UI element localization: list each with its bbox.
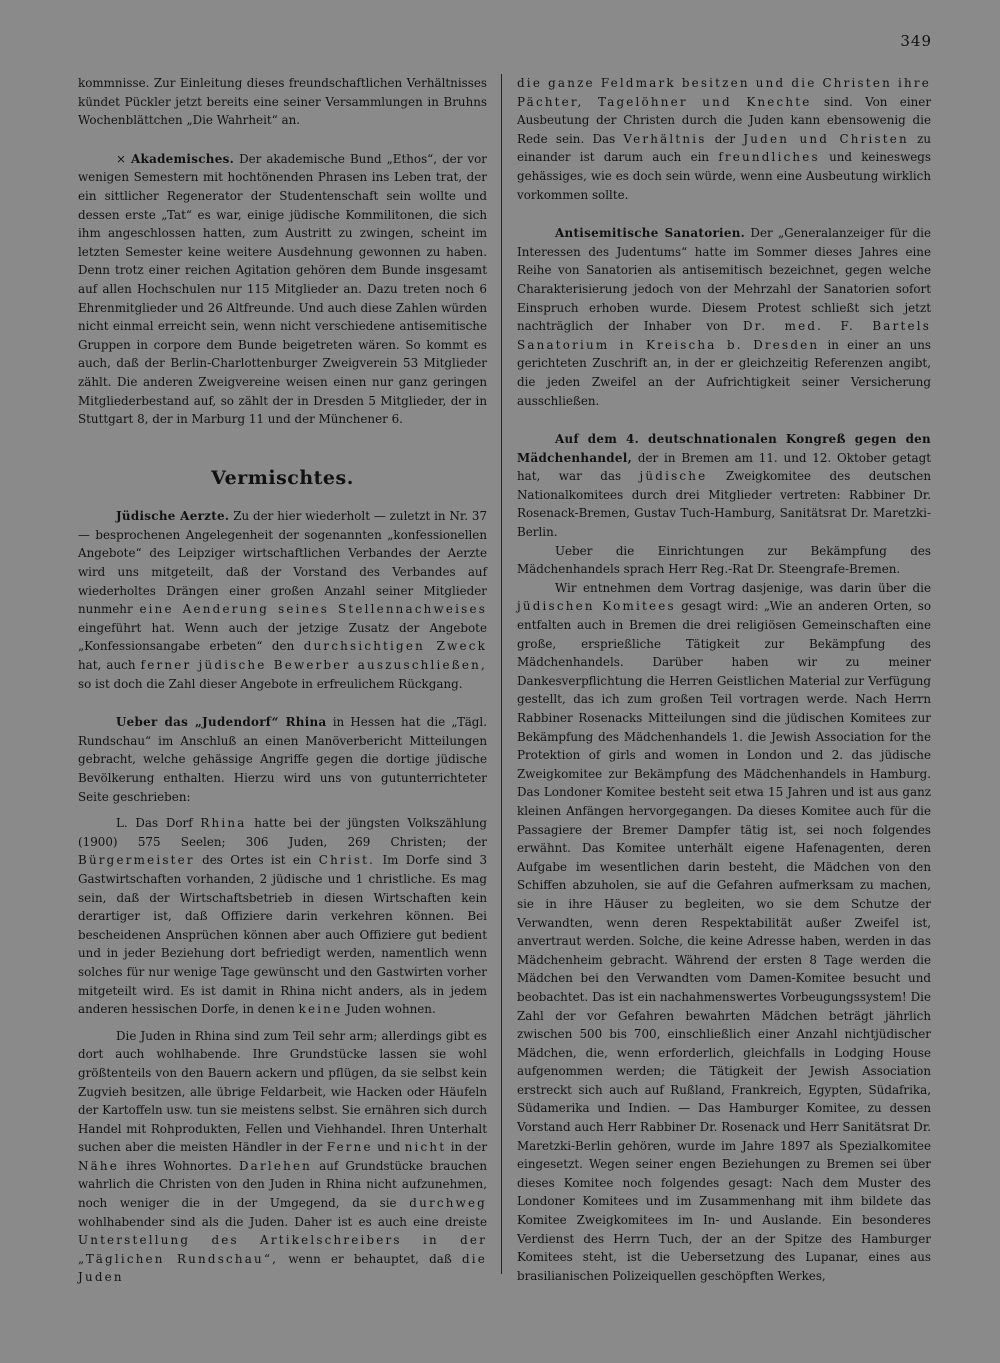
text-segment: L. Das Dorf [116, 816, 193, 831]
text-segment: in Hessen hat die „Tägl. Rundschau“ im Anschluß an einen Manöverbericht Mitteilungen gebracht, welche gehässige Angriffe gegen die dortige jüdische Bevölkerung enthalten. Hierzu wird uns von gutunterrichteter Seite geschrieben: [78, 715, 487, 804]
text-segment: hatte bei der jüngsten Volkszählung (1900) 575 Seelen; 306 Juden, 269 Christen; der [78, 816, 488, 849]
headline-juedische-aerzte: Jüdische Aerzte. [116, 509, 230, 524]
text-segment: gesagt wird: „Wie an anderen Orten, so entfalten auch in Bremen die drei religiösen Gemeinschaften eine große, ersprießliche Tätigkeit zur Bekämpfung des Mädchenhandels. Darüber haben wir zu meiner Dankesverpflichtung die Herren Geistlichen Material zur Verfügung gestellt, das ich zum großen Teil vortragen werde. Nach Herrn Rabbiner Rosenacks Mitteilungen sind die jüdischen Komitees zur Bekämpfung des Mädchenhandels 1. die Jewish Association for the Protektion of girls and women in London und 2. das jüdische Zweigkomitee zur Bekämpfung des Mädchenhandels in Hamburg. Das Londoner Komitee besteht seit etwa 15 Jahren und ist aus ganz kleinen Anfängen hervorgegangen. Da dieses Komitee auch für die Passagiere der Bremer Dampfer tätig ist, sei noch folgendes erwähnt. Das Komitee unterhält eigene Hafenagenten, deren Aufgabe im wesentlichen darin besteht, die Mädchen von den Schiffen abzuholen, sie auf die Gefahren aufmerksam zu machen, sie in ihre Häuser zu begleiten, wo sie dem Schutze der Verwandten, wenn deren Respektabilität außer Zweifel ist, anvertraut werden. Solche, die keine Adresse haben, werden in das Mädchenheim gebracht. Während der ersten 8 Tage werden die Mädchen bei den Verwandten vom Damen-Komitee besucht und beobachtet. Das ist ein nachahmenswertes Vorbeugungssystem! Die Zahl der vor Gefahren bewahrten Mädchen beträgt jährlich zwischen 500 bis 700, einschließlich einer Anzahl nichtjüdischer Mädchen, die, wenn erforderlich, gleichfalls in Lodging House aufgenommen werden; die Tätigkeit der Jewish Association erstreckt sich auch auf Rußland, Frankreich, Egypten, Südafrika, Südamerika und Indien. — Das Hamburger Komitee, zu dessen Vorstand auch Herr Rabbiner Dr. Rosenack und Herr Sanitätsrat Dr. Maretzki-Berlin gehören, wurde im Jahre 1897 als Spezialkomitee eingesetzt. Wegen seiner engen Beziehungen zu Bremen sei über dieses Komitee noch folgendes gesagt: Nach dem Muster des Londoner Komitees und im Zusammenhang mit ihm bildete das Komitee Zweigkomitees im In- und Auslande. Ein besonderes Verdienst des Herrn Tuch, der an der Spitze des Hamburger Komitees steht, ist die Uebersetzung des Lupanar, eines aus brasilianischen Polizeiquellen geschöpften Werkes, [517, 599, 932, 1283]
paragraph-rhina-dorf [78, 814, 487, 1019]
spaced-text: Bürgermeister [78, 853, 195, 868]
paragraph-einrichtungen: Ueber die Einrichtungen zur Bekämpfung des Mädchenhandels sprach Herr Reg.-Rat Dr. Steengrafe-Bremen. [517, 543, 931, 577]
text-segment: hat, auch [78, 658, 136, 673]
text-akademisches: Der akademische Bund „Ethos“, der vor wenigen Semestern mit hochtönenden Phrasen ins Leben trat, der ein sittlicher Regenerator der Studentenschaft sein wollte und dessen erste „Tat“ es war, einige jüdische Kommilitonen, die sich ihm angeschlossen hatten, zum Austritt zu zwingen, scheint im letzten Semester keine weitere Ausdehnung gewonnen zu haben. Denn trotz einer reichen Agitation gehören dem Bunde insgesamt auf allen Hochschulen nur 115 Mitglieder an. Dazu treten noch 6 Ehrenmitglieder und 26 Altfreunde. Und auch diese Zahlen würden nicht einmal erreicht sein, wenn nicht verschiedene antisemitische Gruppen in corpore dem Bunde beigetreten wären. So kommt es auch, daß der Berlin-Charlottenburger Zweigverein 53 Mitglieder zählt. Die anderen Zweigvereine weisen einen nur ganz geringen Mitgliederbestand auf, so zählt der in Dresden 5 Mitglieder, der in Stuttgart 8, der in Marburg 11 und der Münchener 6. [78, 151, 487, 427]
text-segment: Wir entnehmen dem Vortrag dasjenige, was darin über die [555, 580, 931, 595]
paragraph-juedische-aerzte [78, 507, 487, 693]
text-segment: zu einander ist darum auch ein [517, 131, 932, 165]
spaced-text: Nähe [78, 1158, 119, 1173]
text-segment: wenn er behauptet, daß [288, 1251, 452, 1266]
spaced-text: die ganze Feldmark besitzen und die Christen ihre Pächter, Tagelöhner und Knechte [517, 76, 931, 109]
text-segment: wohlhabender sind als die Juden. Daher ist es auch eine dreiste [78, 1214, 487, 1229]
paragraph-akademisches [78, 150, 487, 429]
spaced-text: Juden und Christen [743, 131, 909, 146]
spaced-text: keine [298, 1002, 343, 1017]
spaced-text: Christ. [318, 853, 376, 868]
text-segment: auf Grundstücke brauchen wahrlich die Christen von den Juden in Rhina nicht aufzunehmen, noch weniger die in der Umgegend, da sie [78, 1158, 488, 1211]
page-number: 349 [900, 32, 932, 50]
headline-akademisches: Akademisches. [131, 151, 235, 166]
text-segment: Zu der hier wiederholt — zuletzt in Nr. 37 — besprochenen Angelegenheit der sogenannten „konfessionellen Angebote“ des Leipziger wirtschaftlichen Verbandes der Aerzte wird uns mitgeteilt, daß der Vorstand des Verbandes auf wiederholtes Drängen einer großen Anzahl seiner Mitglieder nunmehr [78, 509, 488, 617]
column-divider [501, 74, 502, 1274]
text-segment: in einer an uns gerichteten Zuschrift an, in der er gleichzeitig Referenzen angibt, die jeden Zweifel an der Aufrichtigkeit seiner Versicherung ausschließen. [517, 337, 932, 408]
text-segment: Der „Generalanzeiger für die Interessen des Judentums“ hatte im Sommer dieses Jahres eine Reihe von Sanatorien als antisemitisch bezeichnet, gegen welche Charakterisierung jedoch von der Mehrzahl der Sanatorien sofort Einspruch erhoben wurde. Diesem Protest schließt sich jetzt nachträglich der Inhaber von [517, 226, 931, 334]
paragraph-judendorf [78, 713, 487, 806]
left-column [78, 74, 487, 1287]
spaced-text: ferner jüdische Bewerber auszuschließen, [140, 658, 487, 673]
text-segment: Im Dorfe sind 3 Gastwirtschaften vorhanden, 2 jüdische und 1 christliche. Es mag sein, daß der Wirtschaftsbetrieb in diesen Wirtschaften kein derartiger ist, daß Offiziere darin verkehren können. Bei bescheidenen Ansprüchen können aber auch Offiziere gut bedient und in jeder Beziehung dort befriedigt werden, namentlich wenn solches für nur wenige Tage gewünscht und den Gastwirten vorher mitgeteilt wird. Es ist damit in Rhina nicht anders, als in jedem anderen hessischen Dorfe, in denen [78, 853, 488, 1017]
spaced-text: durchsichtigen Zweck [303, 639, 487, 654]
right-column [517, 74, 931, 1285]
section-heading: Vermischtes. [211, 466, 354, 489]
spaced-text: durchweg [409, 1196, 487, 1211]
spaced-text: jüdischen Komitees [517, 599, 676, 614]
spaced-text: die Juden [78, 1251, 488, 1285]
paragraph-continuation [517, 74, 931, 204]
headline-sanatorien: Antisemitische Sanatorien. [555, 226, 746, 241]
text-segment: der [714, 131, 736, 146]
spaced-text: Rhina [200, 816, 247, 831]
text-segment: Die Juden in Rhina sind zum Teil sehr arm; allerdings gibt es dort auch wohlhabende. Ihre Grundstücke lassen sie wohl größtenteils von den Bauern ackern und pflügen, da sie selbst kein Zugvieh besitzen, alle übrige Feldarbeit, wie Hacken oder Häufeln der Kartoffeln usw. tun sie meistens selbst. Sie ernähren sich durch Handel mit Rohprodukten, Fellen und Viehhandel. Ihren Unterhalt suchen aber die meisten Händler in der [78, 1028, 488, 1155]
text-segment: Juden wohnen. [346, 1002, 436, 1017]
text-segment: und [377, 1140, 401, 1155]
paragraph-sanatorien [517, 224, 931, 410]
paragraph-kongress [517, 430, 931, 542]
text-segment: Zweigkomitee des deutschen Nationalkomitees durch drei Mitglieder vertreten: Rabbiner Dr. Rosenack-Bremen, Gustav Tuch-Hamburg, Sanitätsrat Dr. Maretzki-Berlin. [517, 469, 931, 540]
spaced-text: freundliches [718, 150, 820, 165]
text-segment: des Ortes ist ein [202, 853, 312, 868]
headline-kongress: Auf dem 4. deutschnationalen Kongreß gegen den Mädchenhandel, [517, 432, 931, 465]
spaced-text: Ferne [326, 1140, 373, 1155]
text-segment: und keineswegs gehässiges, wie es doch sein würde, wenn eine Ausbeutung wirklich vorkommen sollte. [517, 150, 931, 202]
paragraph-rhina-juden [78, 1027, 487, 1287]
text-segment: eingeführt hat. Wenn auch der jetzige Zusatz der Angebote „Konfessionsangabe erbeten“ den [78, 620, 487, 654]
spaced-text: Verhältnis [623, 131, 707, 146]
paragraph-intro: kommnisse. Zur Einleitung dieses freundschaftlichen Verhältnisses kündet Pückler jetzt bereits eine seiner Versammlungen in Bruhns Wochenblättchen „Die Wahrheit“ an. [78, 76, 487, 128]
spaced-text: Dr. med. F. Bartels Sanatorium in Kreischa b. Dresden [517, 319, 931, 352]
cross-marker: × [116, 151, 126, 166]
spaced-text: Unterstellung des Artikelschreibers in der „Täglichen Rundschau“, [78, 1233, 487, 1266]
text-segment: der in Bremen am 11. und 12. Oktober getagt hat, war das [517, 450, 932, 484]
spaced-text: eine Aenderung seines Stellennachweises [139, 602, 488, 617]
headline-judendorf: Ueber das „Judendorf“ Rhina [116, 715, 327, 730]
text-segment: so ist doch die Zahl dieser Angebote in erfreulichem Rückgang. [78, 676, 463, 691]
text-segment: in der [450, 1140, 488, 1155]
text-segment: ihres Wohnortes. [126, 1158, 232, 1173]
text-segment: sind. Von einer Ausbeutung der Christen durch die Juden kann ebensowenig die Rede sein. Das [517, 94, 932, 146]
spaced-text: Darlehen [238, 1158, 313, 1173]
spaced-text: jüdische [639, 469, 708, 484]
spaced-text: nicht [404, 1140, 447, 1155]
paragraph-vortrag [517, 579, 931, 1286]
